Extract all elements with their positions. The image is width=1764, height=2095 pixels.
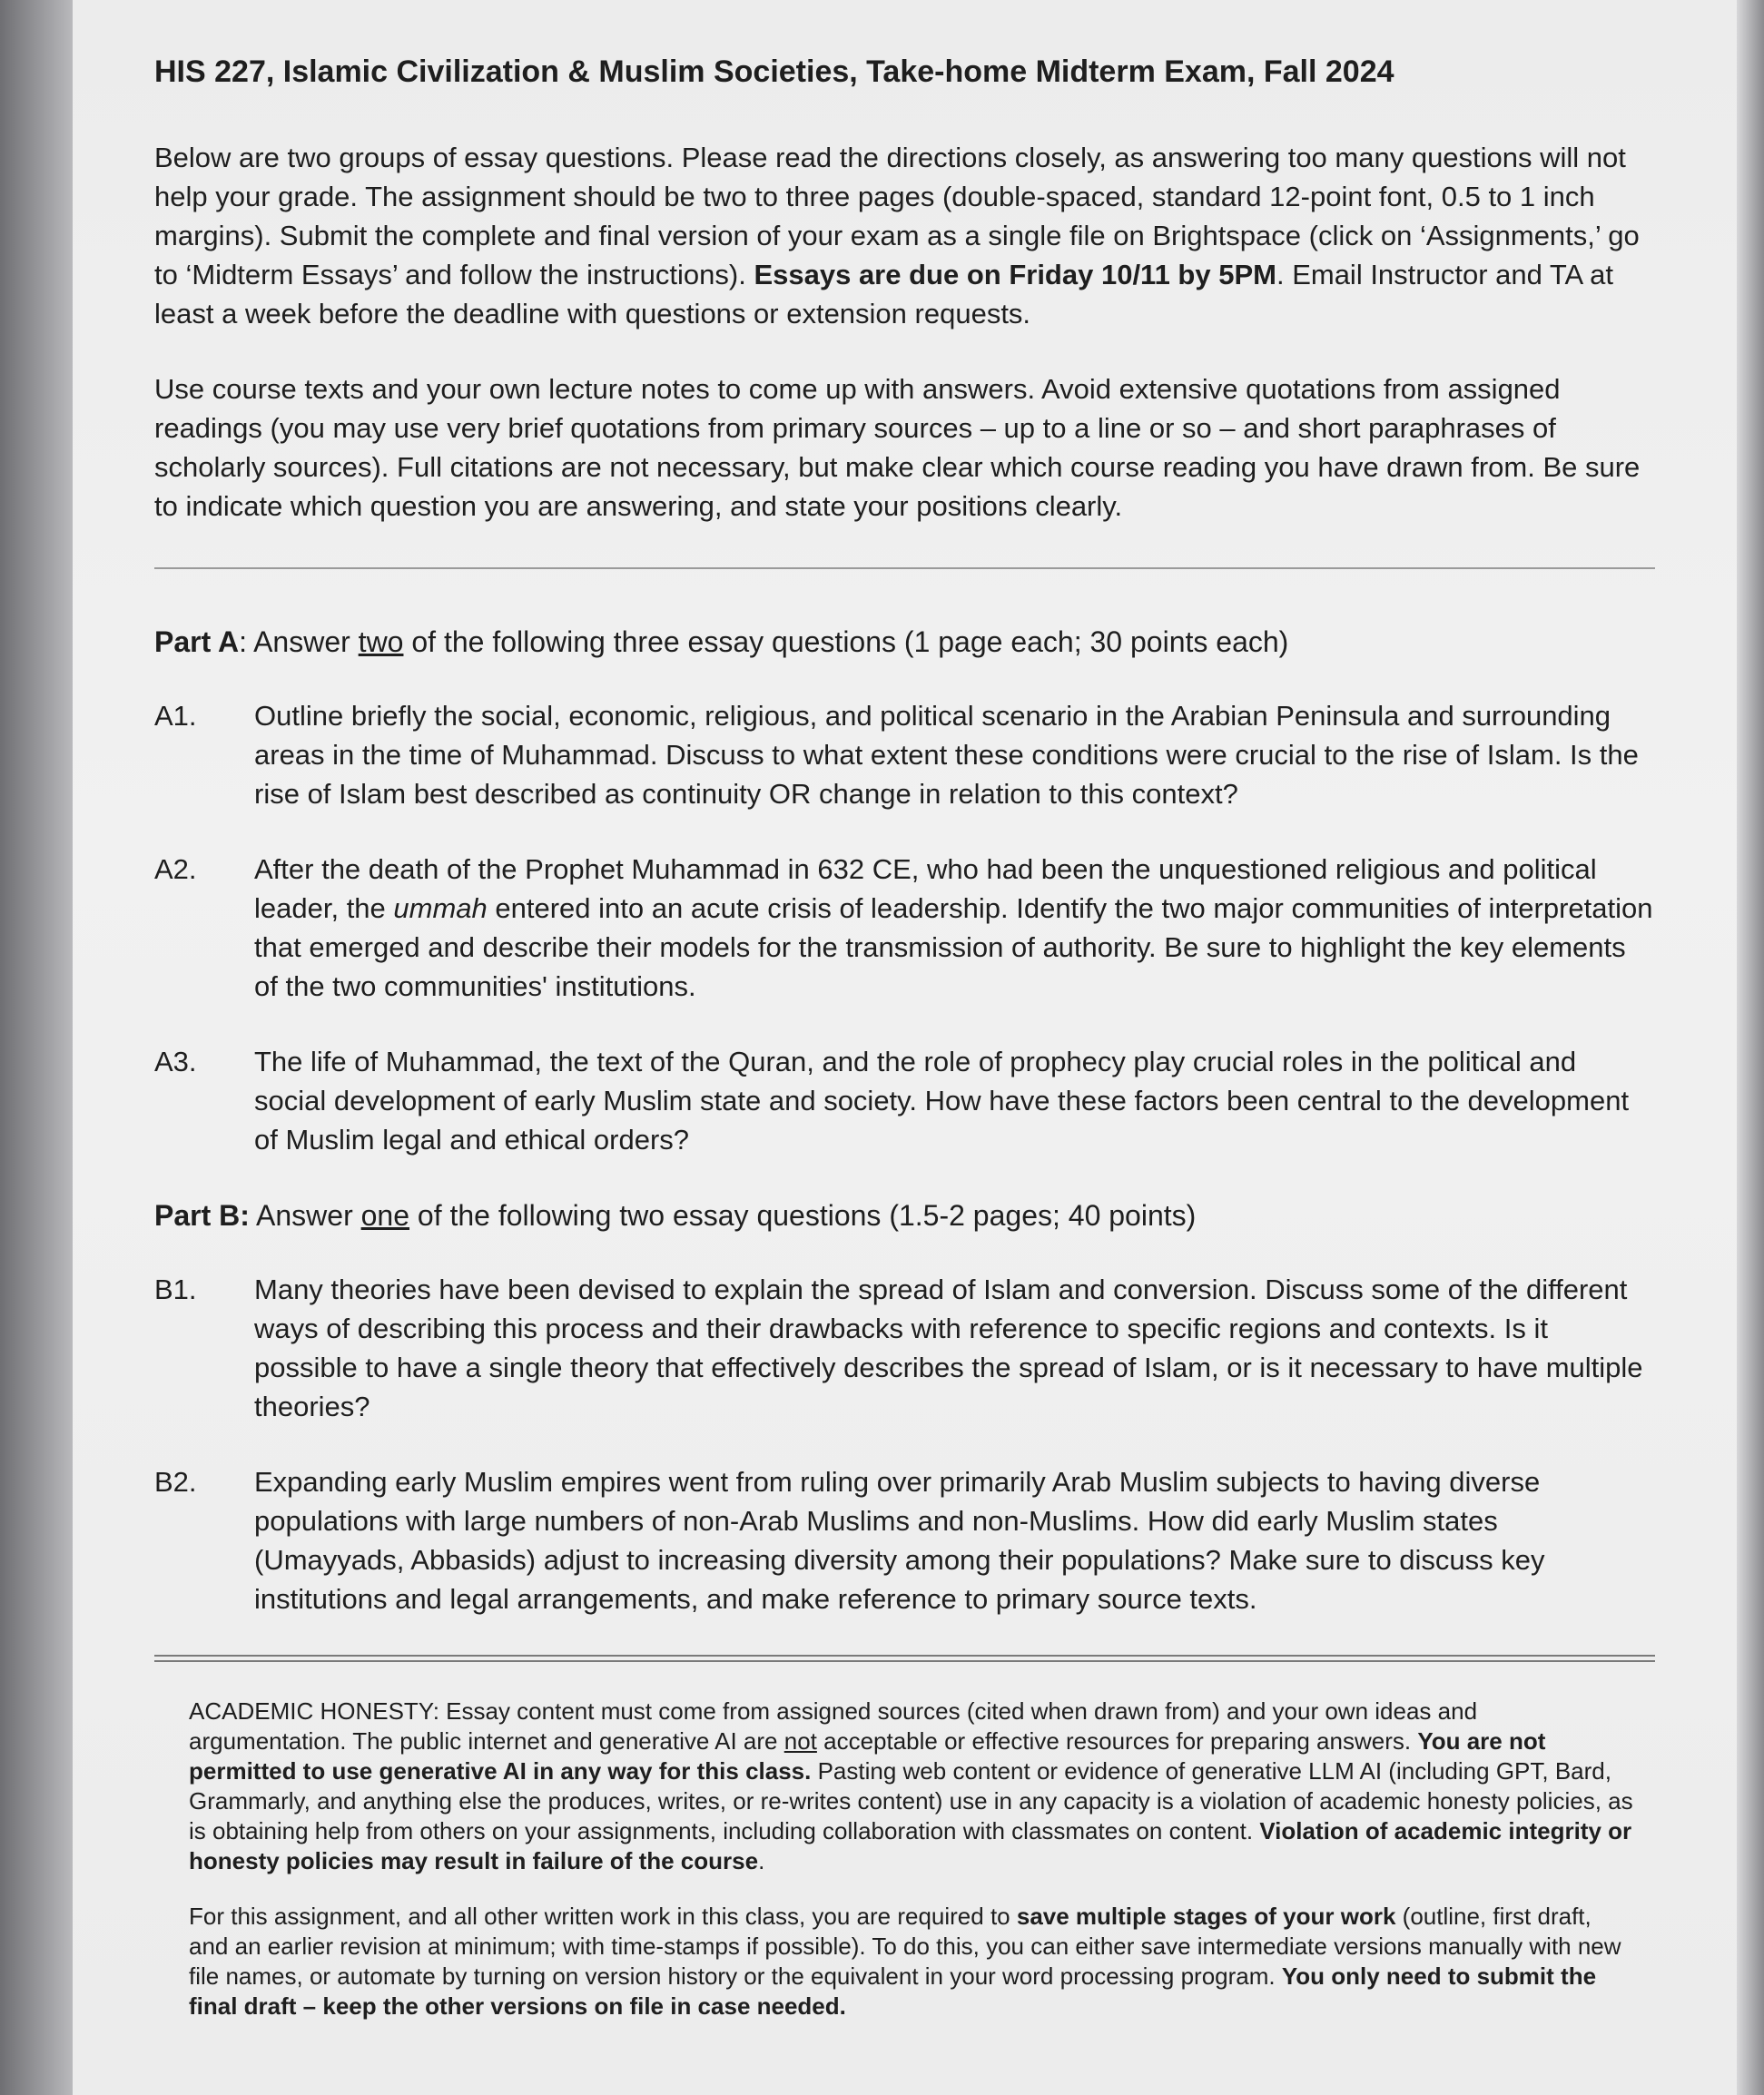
question-b1	[154, 1270, 1655, 1426]
question-b2	[154, 1462, 1655, 1618]
academic-honesty-paragraph	[154, 1697, 1655, 1876]
exam-title: HIS 227, Islamic Civilization & Muslim Societies, Take-home Midterm Exam, Fall 2024	[154, 54, 1394, 89]
question-text	[254, 850, 1655, 1006]
instructions-paragraph-1	[154, 138, 1655, 333]
save-text: (outline, first draft, and an earlier revision at minimum; with time-stamps if possible). To do this, you can either save intermediate versions manually with new file names, or automate by turning on version history or the equivalent in your word processing program.	[189, 1903, 1621, 1990]
question-number: A2.	[154, 853, 197, 885]
part-a-pre: : Answer	[239, 625, 359, 658]
question-text: Expanding early Muslim empires went from ruling over primarily Arab Muslim subjects to having diverse populations with large numbers of non-Arab Muslims and non-Muslims. How did early Muslim states (Umayyads, Abbasids) adjust to increasing diversity among their populations? Make sure to discuss key institutions and legal arrangements, and make reference to primary source texts.	[254, 1466, 1545, 1615]
question-text: Outline briefly the social, economic, religious, and political scenario in the Arabian Peninsula and surrounding areas in the time of Muhammad. Discuss to what extent these conditions were crucial to the rise of Islam. Is the rise of Islam best described as continuity OR change in relation to this context?	[254, 700, 1639, 810]
question-a1	[154, 696, 1655, 813]
question-number: B2.	[154, 1466, 197, 1498]
part-b-count: one	[360, 1199, 410, 1232]
instructions-text-end: . Email Instructor and TA at least a week before the deadline with questions or extension requests.	[154, 259, 1613, 329]
honesty-text: Pasting web content or evidence of generative LLM AI (including GPT, Bard, Grammarly, and anything else the produces, writes, or re-writes content) use in any capacity is a violation of academic honesty policies, as is obtaining help from others on your assignments, including collaboration with classmates on content.	[189, 1757, 1633, 1844]
question-number: B1.	[154, 1274, 197, 1305]
honesty-text: ACADEMIC HONESTY: Essay content must come from assigned sources (cited when drawn from) and your own ideas and argumentation. The public internet and generative AI are	[189, 1697, 1478, 1755]
question-text: The life of Muhammad, the text of the Quran, and the role of prophecy play crucial roles in the political and social development of early Muslim state and society. How have these factors been central to the development of Muslim legal and ethical orders?	[254, 1046, 1630, 1156]
part-a-label: Part A	[154, 625, 240, 658]
part-a-post: of the following three essay questions (1 page each; 30 points each)	[403, 625, 1289, 658]
monitor-bezel-left	[0, 0, 73, 2095]
document-page	[73, 0, 1737, 2095]
part-a-count: two	[358, 625, 404, 658]
violation-warning: Violation of academic integrity or honesty policies may result in failure of the course	[189, 1817, 1632, 1874]
monitor-bezel-right	[1737, 0, 1764, 2095]
honesty-text: acceptable or effective resources for preparing answers.	[816, 1727, 1418, 1755]
question-number: A1.	[154, 700, 197, 732]
save-stages-emphasis: save multiple stages of your work	[1016, 1903, 1396, 1930]
honesty-text: .	[758, 1847, 765, 1874]
part-b-label: Part B:	[154, 1199, 250, 1232]
section-divider	[154, 567, 1655, 569]
part-b-pre: Answer	[249, 1199, 361, 1232]
part-a-heading	[154, 622, 1655, 662]
question-text: Many theories have been devised to explain the spread of Islam and conversion. Discuss some of the different ways of describing this process and their drawbacks with reference to specific regions and contexts. Is it possible to have a single theory that effectively describes the spread of Islam, or is it necessary to have multiple theories?	[254, 1274, 1643, 1422]
honesty-not: not	[783, 1727, 817, 1755]
question-a2	[154, 850, 1655, 1006]
save-text: For this assignment, and all other written work in this class, you are required to	[189, 1903, 1017, 1930]
question-text-part: entered into an acute crisis of leadership. Identify the two major communities of interpretation that emerged and describe their models for the transmission of authority. Be sure to highlight the key elements of the two communities' institutions.	[254, 892, 1653, 1002]
final-draft-emphasis: You only need to submit the final draft – keep the other versions on file in case needed.	[189, 1962, 1597, 2020]
part-b-post: of the following two essay questions (1.5-2 pages; 40 points)	[409, 1199, 1197, 1232]
instructions-paragraph-2: Use course texts and your own lecture notes to come up with answers. Avoid extensive quotations from assigned readings (you may use very brief quotations from primary sources – up to a line or so – and short paraphrases of scholarly sources). Full citations are not necessary, but make clear which course reading you have drawn from. Be sure to indicate which question you are answering, and state your positions clearly.	[154, 373, 1641, 522]
no-ai-warning: You are not permitted to use generative AI in any way for this class.	[189, 1727, 1546, 1785]
honesty-divider	[154, 1655, 1655, 1662]
ummah-term: ummah	[393, 892, 488, 924]
save-stages-paragraph	[154, 1902, 1655, 2021]
question-text-part: After the death of the Prophet Muhammad in 632 CE, who had been the unquestioned religious and political leader, the	[254, 853, 1597, 924]
instructions-text: Below are two groups of essay questions. Please read the directions closely, as answering too many questions will not help your grade. The assignment should be two to three pages (double-spaced, standard 12-point font, 0.5 to 1 inch margins). Submit the complete and final version of your exam as a single file on Brightspace (click on ‘Assignments,’ go to ‘Midterm Essays’ and follow the instructions).	[154, 142, 1640, 290]
question-a3	[154, 1042, 1655, 1159]
due-date-text: Essays are due on Friday 10/11 by 5PM	[754, 259, 1276, 290]
question-number: A3.	[154, 1046, 197, 1077]
part-b-heading	[154, 1195, 1655, 1235]
